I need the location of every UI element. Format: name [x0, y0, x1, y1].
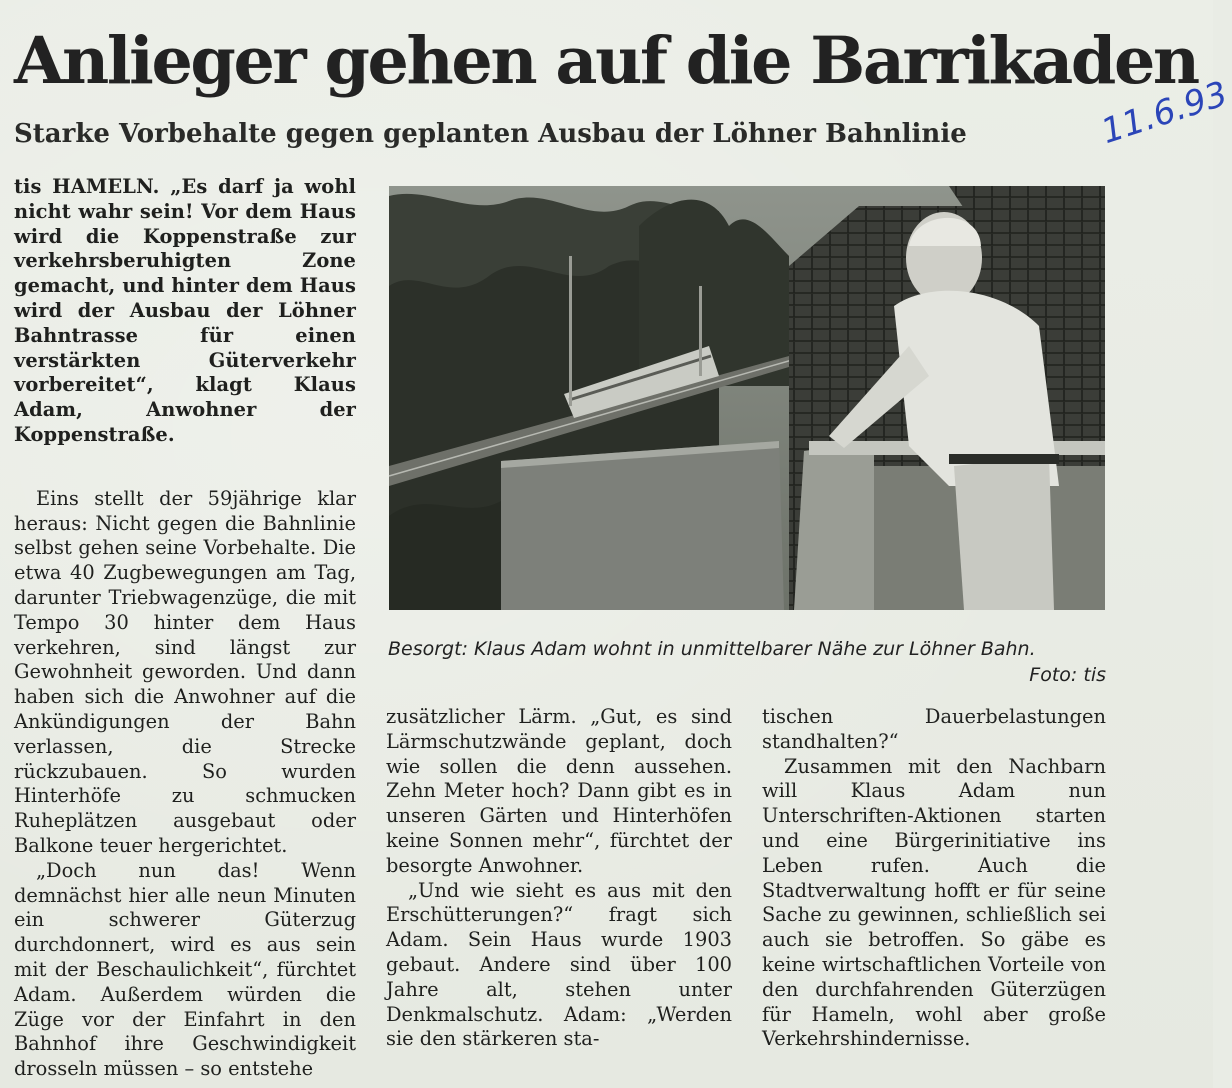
subheadline: Starke Vorbehalte gegen geplanten Ausbau der Löhner Bahnlinie [14, 119, 967, 149]
body-paragraph-3: zusätzlicher Lärm. „Gut, es sind Lärmschutzwände geplant, doch wie sollen die denn aussehen. Zehn Meter hoch? Dann gibt es in unseren Gärten und Hinterhöfen keine Sonnen mehr“, fürchtet der besorgte Anwohner. [386, 705, 732, 877]
photo-caption [388, 636, 1106, 688]
body-paragraph-6: Zusammen mit den Nachbarn will Klaus Adam nun Unterschriften-Aktionen starten und eine Bürgerinitiative ins Leben rufen. Auch die Stadtverwaltung hofft er für seine Sache zu gewinnen, schließlich sei auch sie betroffen. So gäbe es keine wirtschaftlichen Vorteile von den durchfahrenden Güterzügen für Hameln, wohl aber große Verkehrshindernisse. [762, 754, 1106, 1051]
news-photo [389, 186, 1105, 610]
article-column-1 [14, 175, 356, 1082]
handwritten-date: 11.6.93 [1096, 73, 1232, 153]
body-paragraph-5: tischen Dauerbelastungen standhalten?“ [762, 705, 1106, 753]
body-paragraph-2: „Doch nun das! Wenn demnächst hier alle neun Minuten ein schwerer Güterzug durchdonnert, wird es aus sein mit der Beschaulichkeit“, fürchtet Adam. Außerdem würden die Züge vor der Einfahrt in den Bahnhof ihre Geschwindigkeit drosseln müssen – so entstehe [14, 858, 356, 1081]
body-paragraph-1: Eins stellt der 59jährige klar heraus: Nicht gegen die Bahnlinie selbst gehen seine Vorbehalte. Die etwa 40 Zugbewegungen am Tag, darunter Triebwagenzüge, die mit Tempo 30 hinter dem Haus verkehren, sind längst zur Gewohnheit geworden. Und dann haben sich die Anwohner auf die Ankündigungen der Bahn verlassen, die Strecke rückzubauen. So wurden Hinterhöfe zu schmucken Ruheplätzen ausgebaut oder Balkone teuer hergerichtet. [14, 486, 356, 857]
body-paragraph-4: „Und wie sieht es aus mit den Erschütterungen?“ fragt sich Adam. Sein Haus wurde 1903 gebaut. Andere sind über 100 Jahre alt, stehen unter Denkmalschutz. Adam: „Werden sie den stärkeren sta- [386, 878, 732, 1051]
photo-credit: Foto: tis [1029, 664, 1106, 686]
photo-man-on-balcony-by-railway [389, 186, 1105, 610]
article-column-2 [386, 705, 732, 1052]
caption-text: Besorgt: Klaus Adam wohnt in unmittelbarer Nähe zur Löhner Bahn. [388, 638, 1036, 660]
lead-paragraph: tis HAMELN. „Es darf ja wohl nicht wahr sein! Vor dem Haus wird die Koppenstraße zur verkehrsberuhigten Zone gemacht, und hinter dem Haus wird der Ausbau der Löhner Bahntrasse für einen verstärkten Güterverkehr vorbereitet“, klagt Klaus Adam, Anwohner der Koppenstraße. [14, 175, 356, 446]
article-column-3 [762, 705, 1106, 1052]
headline: Anlieger gehen auf die Barrikaden [14, 23, 1198, 99]
